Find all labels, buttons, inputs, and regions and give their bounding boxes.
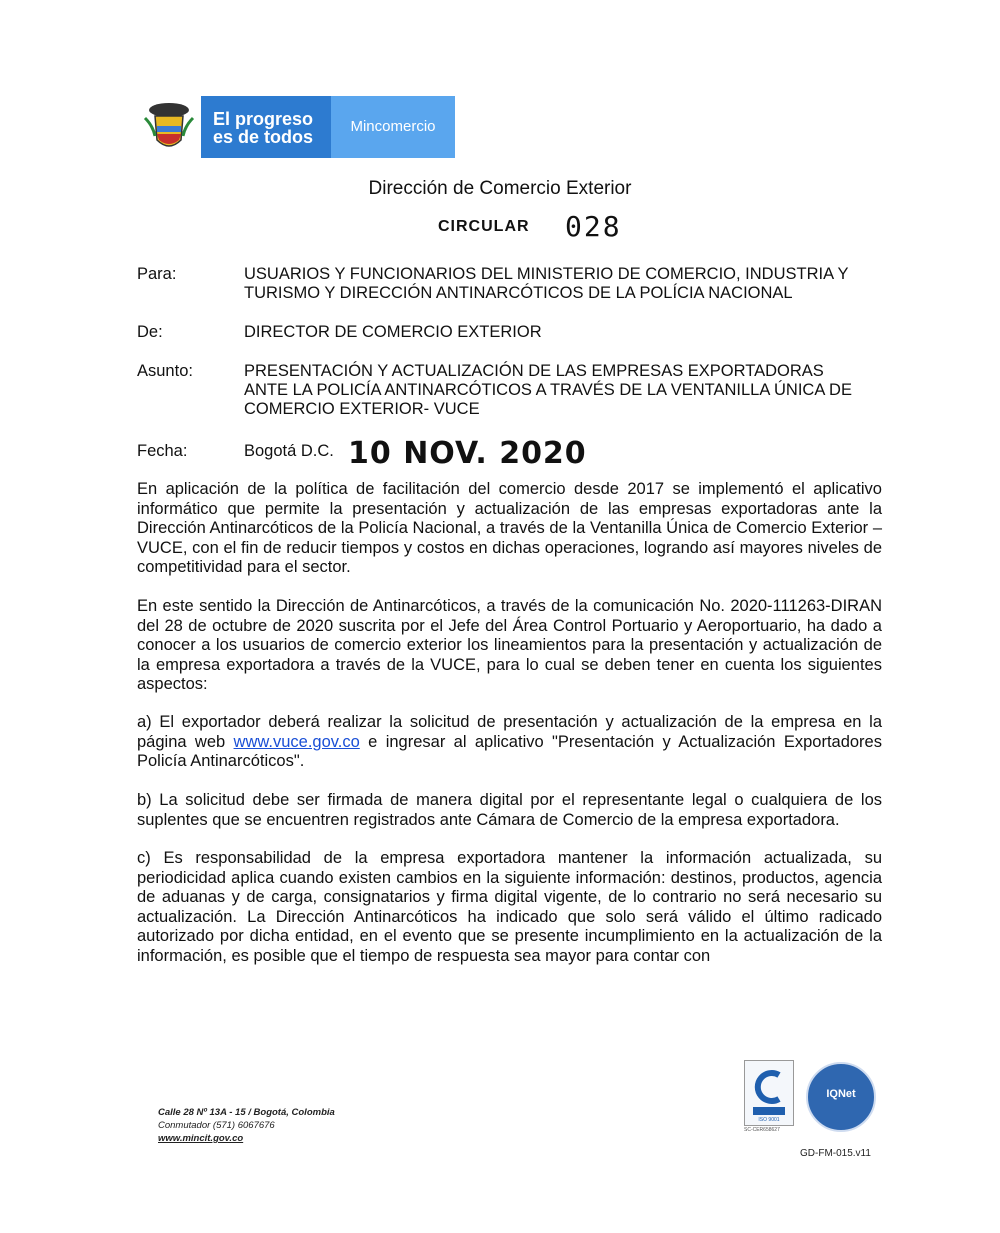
circular-label: CIRCULAR bbox=[438, 218, 530, 235]
ministry-name: Mincomercio bbox=[350, 118, 436, 135]
slogan-line-2: es de todos bbox=[213, 127, 314, 147]
iqnet-cert-icon bbox=[806, 1062, 876, 1132]
item-a-text-2: e ingresar al aplicativo "Presentación y Actualización Exportadores Policía Antinarcóticos". bbox=[137, 732, 882, 770]
slogan-banner bbox=[201, 96, 331, 158]
para-line-1: USUARIOS Y FUNCIONARIOS DEL MINISTERIO DE COMERCIO, INDUSTRIA Y bbox=[244, 265, 849, 283]
para-value bbox=[244, 265, 884, 303]
circular-number: 028 bbox=[565, 210, 622, 243]
iqnet-label: IQNet bbox=[826, 1088, 856, 1100]
item-c: c) Es responsabilidad de la empresa exportadora mantener la información actualizada, su periodicidad aplica cuando existen cambios en la siguiente información: destinos, productos, agencia de aduanas y de carga, consignatarios y firma digital vigente, de lo contrario no será necesario su actualización. La Dirección Antinarcóticos ha indicado que solo será válido el último radicado autorizado por dicha entidad, en el evento que se presente incumplimiento en la actualización de la información, es posible que el tiempo de respuesta sea mayor para contar con bbox=[137, 849, 882, 965]
footer-address bbox=[158, 1106, 335, 1145]
footer-street: Calle 28 Nº 13A - 15 / Bogotá, Colombia bbox=[158, 1107, 335, 1118]
footer-web[interactable]: www.mincit.gov.co bbox=[158, 1133, 244, 1144]
date-stamp: 10 NOV. 2020 bbox=[348, 436, 587, 471]
fecha-place: Bogotá D.C. bbox=[244, 442, 334, 460]
form-code: GD-FM-015.v11 bbox=[800, 1148, 871, 1159]
item-a bbox=[137, 713, 882, 772]
department-title: Dirección de Comercio Exterior bbox=[368, 178, 632, 199]
para-label: Para: bbox=[137, 265, 177, 283]
asunto-line-2: ANTE LA POLICÍA ANTINARCÓTICOS A TRAVÉS DE LA VENTANILLA ÚNICA DE bbox=[244, 381, 852, 399]
footer-phone: Conmutador (571) 6067676 bbox=[158, 1120, 275, 1131]
colombia-crest-icon bbox=[137, 96, 201, 158]
item-b: b) La solicitud debe ser firmada de manera digital por el representante legal o cualquiera de los suplentes que se encuentren registrados ante Cámara de Comercio de la empresa exportadora. bbox=[137, 791, 882, 829]
fecha-label: Fecha: bbox=[137, 442, 188, 460]
ministry-banner bbox=[331, 96, 455, 158]
para-line-2: TURISMO Y DIRECCIÓN ANTINARCÓTICOS DE LA POLÍCIA NACIONAL bbox=[244, 284, 793, 302]
header-logo bbox=[137, 96, 455, 158]
asunto-line-1: PRESENTACIÓN Y ACTUALIZACIÓN DE LAS EMPRESAS EXPORTADORAS bbox=[244, 362, 824, 380]
de-value: DIRECTOR DE COMERCIO EXTERIOR bbox=[244, 323, 542, 341]
asunto-line-3: COMERCIO EXTERIOR- VUCE bbox=[244, 400, 480, 418]
vuce-link[interactable]: www.vuce.gov.co bbox=[233, 732, 360, 751]
asunto-value bbox=[244, 362, 884, 419]
paragraph-1: En aplicación de la política de facilitación del comercio desde 2017 se implementó el aplicativo informático que permite la presentación y actualización de las empresas exportadoras ante la Dirección Antinarcóticos de la Policía Nacional, a través de la Ventanilla Única de Comercio Exterior – VUCE, con el fin de reducir tiempos y costos en dichas operaciones, logrando así mayores niveles de competitividad para el sector. bbox=[137, 480, 882, 576]
item-a-text-1: a) El exportador deberá realizar la solicitud de presentación y actualización de la empresa en la página web bbox=[137, 713, 882, 751]
de-label: De: bbox=[137, 323, 163, 341]
asunto-label: Asunto: bbox=[137, 362, 193, 380]
icontec-cert-icon bbox=[744, 1060, 794, 1126]
paragraph-2: En este sentido la Dirección de Antinarcóticos, a través de la comunicación No. 2020-111263-DIRAN del 28 de octubre de 2020 suscrita por el Jefe del Área Control Portuario y Aeroportuario, ha dado a conocer a los usuarios de comercio exterior los lineamientos para la presentación y actualización de la empresa exportadora a través de la VUCE, para lo cual se deben tener en cuenta los siguientes aspectos: bbox=[137, 597, 882, 693]
sc-cert-code: SC-CER658627 bbox=[744, 1127, 780, 1133]
iso-cert-label: ISO 9001 bbox=[758, 1117, 780, 1123]
slogan-line-1: El progreso bbox=[213, 109, 314, 129]
